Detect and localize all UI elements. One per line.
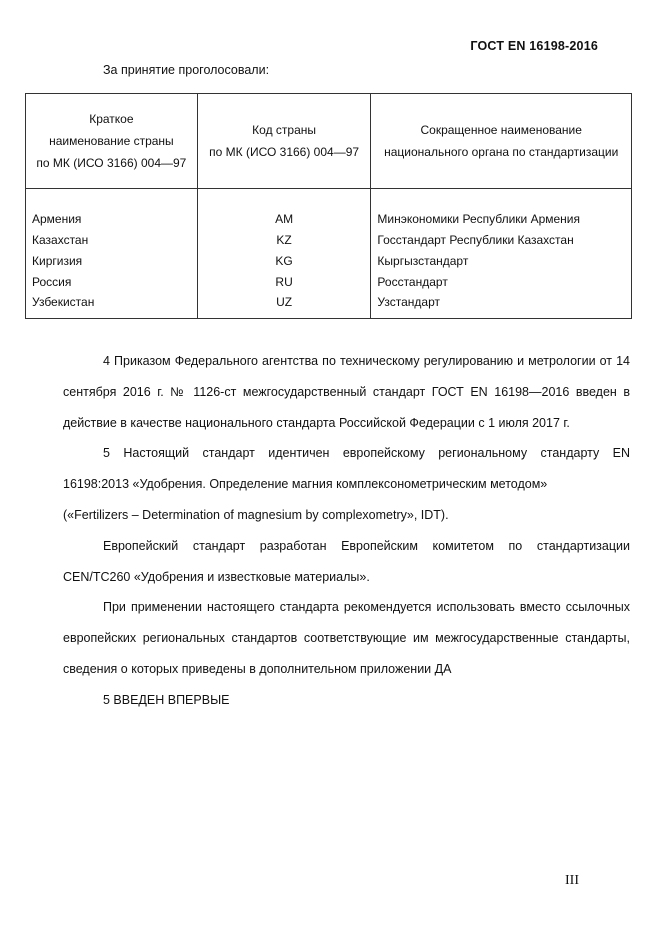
country-cell: Узбекистан	[26, 293, 198, 319]
header-line: национального органа по стандартизации	[384, 145, 619, 159]
paragraph-english-title: («Fertilizers – Determination of magnesium by complexometry», IDT).	[63, 507, 449, 522]
header-country-code	[197, 94, 371, 189]
header-line: наименование страны	[49, 134, 174, 148]
agency-cell: Росстандарт	[371, 272, 632, 293]
table-row	[26, 209, 632, 230]
paragraph-application-note: При применении настоящего стандарта рекомендуется использовать вместо ссылочных европейских региональных стандартов соответствующие им межгосударственные стандарты, сведения о которых приведены в дополнительном приложении ДА	[63, 600, 630, 676]
code-cell: KG	[197, 251, 371, 272]
code-cell: RU	[197, 272, 371, 293]
agency-cell: Кыргызстандарт	[371, 251, 632, 272]
code-cell: KZ	[197, 230, 371, 251]
table-row	[26, 272, 632, 293]
document-code: ГОСТ EN 16198-2016	[470, 39, 598, 53]
header-line: Краткое	[89, 112, 134, 126]
country-cell: Казахстан	[26, 230, 198, 251]
header-line: Код страны	[252, 123, 317, 137]
code-cell: AM	[197, 209, 371, 230]
country-cell: Россия	[26, 272, 198, 293]
agency-cell: Минэкономики Республики Армения	[371, 209, 632, 230]
table-spacer-row	[26, 189, 632, 210]
country-cell: Киргизия	[26, 251, 198, 272]
page-number: III	[565, 873, 579, 888]
table-row	[26, 251, 632, 272]
paragraph-order: 4 Приказом Федерального агентства по техническому регулированию и метрологии от 14 сентября 2016 г. № 1126-ст межгосударственный стандарт ГОСТ EN 16198—2016 введен в действие в качестве национального стандарта Российской Федерации с 1 июля 2017 г.	[63, 354, 630, 430]
header-line: Сокращенное наименование	[420, 123, 582, 137]
table-header-row	[26, 94, 632, 189]
agency-cell: Госстандарт Республики Казахстан	[371, 230, 632, 251]
country-cell: Армения	[26, 209, 198, 230]
header-line: по МК (ИСО 3166) 004—97	[36, 156, 187, 170]
header-country-name	[26, 94, 198, 189]
paragraph-identical-standard: 5 Настоящий стандарт идентичен европейскому региональному стандарту EN 16198:2013 «Удобрения. Определение магния комплексонометрическим методом»	[63, 446, 630, 492]
header-agency-name	[371, 94, 632, 189]
foreword-body	[63, 346, 630, 716]
code-cell: UZ	[197, 293, 371, 319]
member-countries-table	[25, 93, 632, 319]
header-line: по МК (ИСО 3166) 004—97	[209, 145, 360, 159]
voting-intro: За принятие проголосовали:	[103, 63, 270, 77]
agency-cell: Узстандарт	[371, 293, 632, 319]
paragraph-european-committee: Европейский стандарт разработан Европейским комитетом по стандартизации CEN/TC260 «Удобрения и известковые материалы».	[63, 538, 630, 584]
table-row	[26, 293, 632, 319]
paragraph-introduced-first: 5 ВВЕДЕН ВПЕРВЫЕ	[103, 692, 230, 707]
table-row	[26, 230, 632, 251]
